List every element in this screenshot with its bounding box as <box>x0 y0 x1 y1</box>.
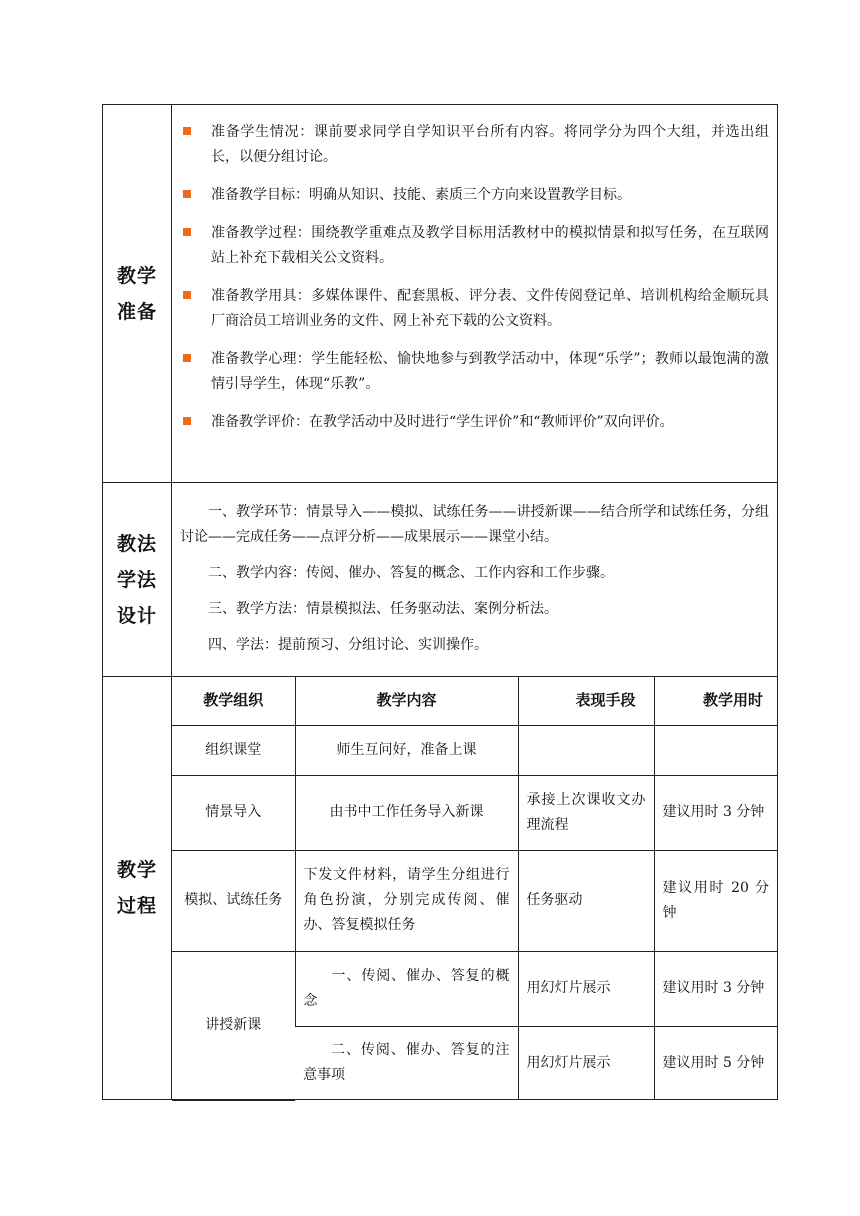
process-table <box>172 677 777 1101</box>
header-time: 教学用时 <box>654 677 777 725</box>
header-content: 教学内容 <box>295 677 518 725</box>
cell-time: 建议用时 3 分钟 <box>654 951 777 1026</box>
preparation-list <box>172 105 777 435</box>
process-section <box>103 676 777 1099</box>
list-item-text: 准备学生情况：课前要求同学自学知识平台所有内容。将同学分为四个大组，并选出组长，以便分组讨论。 <box>211 124 769 165</box>
preparation-label-cell <box>103 105 172 482</box>
list-item-text: 准备教学评价：在教学活动中及时进行“学生评价”和“教师评价”双向评价。 <box>211 414 674 430</box>
list-item-text: 准备教学心理：学生能轻松、愉快地参与到教学活动中，体现“乐学”；教师以最饱满的激情引导学生，体现“乐教”。 <box>211 351 769 392</box>
square-bullet-icon <box>183 291 191 299</box>
methods-paragraph: 一、教学环节：情景导入——模拟、试练任务——讲授新课——结合所学和试练任务，分组讨论——完成任务——点评分析——成果展示——课堂小结。 <box>180 504 769 545</box>
methods-paragraph: 三、教学方法：情景模拟法、任务驱动法、案例分析法。 <box>208 601 558 617</box>
square-bullet-icon <box>183 354 191 362</box>
cell-means: 用幻灯片展示 <box>518 951 654 1026</box>
preparation-content <box>172 105 777 482</box>
methods-section <box>103 482 777 676</box>
cell-content: 下发文件材料，请学生分组进行角色扮演，分别完成传阅、催办、答复模拟任务 <box>295 850 518 951</box>
methods-text-block <box>172 483 777 658</box>
preparation-section <box>103 105 777 482</box>
cell-org: 讲授新课 <box>172 951 295 1100</box>
methods-content <box>172 483 777 676</box>
process-label-cell <box>103 677 172 1099</box>
list-item <box>180 221 769 271</box>
table-header-row <box>172 677 777 725</box>
table-row <box>172 775 777 850</box>
methods-label: 教法学法设计 <box>117 532 158 627</box>
table-row <box>172 725 777 775</box>
cell-time: 建议用时 5 分钟 <box>654 1026 777 1100</box>
list-item <box>180 284 769 334</box>
cell-means <box>518 725 654 775</box>
cell-content: 师生互问好，准备上课 <box>295 725 518 775</box>
preparation-label: 教学准备 <box>117 264 158 323</box>
list-item-text: 准备教学过程：围绕教学重难点及教学目标用活教材中的模拟情景和拟写任务，在互联网站上补充下载相关公文资料。 <box>211 225 769 266</box>
list-item-text: 准备教学目标：明确从知识、技能、素质三个方向来设置教学目标。 <box>211 187 631 203</box>
square-bullet-icon <box>183 228 191 236</box>
table-row <box>172 951 777 1026</box>
methods-label-cell <box>103 483 172 676</box>
methods-paragraph: 二、教学内容：传阅、催办、答复的概念、工作内容和工作步骤。 <box>208 565 614 581</box>
cell-content: 由书中工作任务导入新课 <box>295 775 518 850</box>
cell-org: 组织课堂 <box>172 725 295 775</box>
cell-content: 一、传阅、催办、答复的概念 <box>295 951 518 1026</box>
methods-paragraph: 四、学法：提前预习、分组讨论、实训操作。 <box>208 637 488 653</box>
square-bullet-icon <box>183 127 191 135</box>
cell-time: 建议用时 20 分钟 <box>654 850 777 951</box>
cell-org: 情景导入 <box>172 775 295 850</box>
process-content <box>172 677 777 1099</box>
list-item <box>180 183 769 208</box>
cell-time: 建议用时 3 分钟 <box>654 775 777 850</box>
table-row <box>172 850 777 951</box>
cell-time <box>654 725 777 775</box>
cell-means: 任务驱动 <box>518 850 654 951</box>
lesson-plan-table <box>102 104 778 1100</box>
cell-means: 用幻灯片展示 <box>518 1026 654 1100</box>
cell-content: 二、传阅、催办、答复的注意事项 <box>303 1042 510 1084</box>
header-org: 教学组织 <box>172 677 295 725</box>
list-item-text: 准备教学用具：多媒体课件、配套黑板、评分表、文件传阅登记单、培训机构给金顺玩具厂商洽员工培训业务的文件、网上补充下载的公文资料。 <box>211 288 769 329</box>
list-item <box>180 347 769 397</box>
cell-org: 模拟、试练任务 <box>172 850 295 951</box>
process-label: 教学过程 <box>117 859 158 917</box>
square-bullet-icon <box>183 190 191 198</box>
square-bullet-icon <box>183 417 191 425</box>
list-item <box>180 120 769 170</box>
list-item <box>180 410 769 435</box>
header-means: 表现手段 <box>518 677 654 725</box>
cell-means: 承接上次课收文办理流程 <box>518 775 654 850</box>
